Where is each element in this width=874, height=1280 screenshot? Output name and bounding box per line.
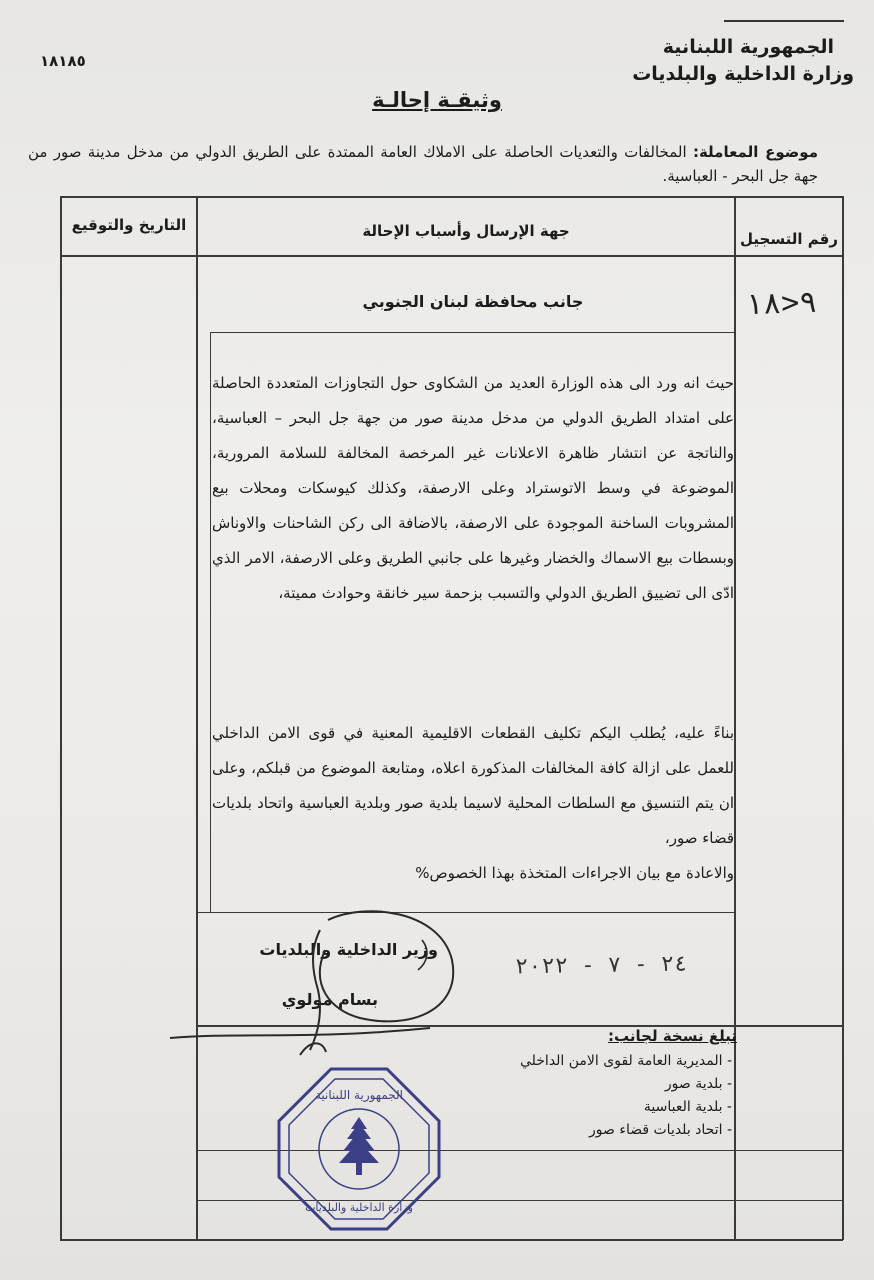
handwritten-date: ٢٤ - ٧ - ٢٠٢٢ xyxy=(514,951,688,980)
registration-number: ٩<١٨ xyxy=(744,284,818,323)
cc-item: - بلدية صور xyxy=(664,1076,732,1092)
body-right-border xyxy=(734,332,735,912)
header-republic: الجمهورية اللبنانية xyxy=(662,36,834,58)
subject-label: موضوع المعاملة: xyxy=(692,143,818,161)
header-destination: جهة الإرسال وأسباب الإحالة xyxy=(362,222,570,240)
header-row-divider xyxy=(60,255,843,257)
cc-item: - بلدية العباسية xyxy=(643,1099,732,1115)
header-registration: رقم التسجيل xyxy=(740,230,838,248)
table-border-left xyxy=(60,196,62,1240)
body-paragraph-2: بناءً عليه، يُطلب اليكم تكليف القطعات الاقليمية المعنية في قوى الامن الداخلي للعمل على ازالة كافة المخالفات المذكورة اعلاه، ومتابعة الموضوع من قبلكم، وعلى ان يتم التنسيق مع السلطات المحلية لاسيما بلدية صور وبلدية العباسية واتحاد بلديات قضاء صور، xyxy=(212,724,734,847)
table-border-bottom xyxy=(60,1239,843,1241)
subject-text: المخالفات والتعديات الحاصلة على الاملاك العامة الممتدة على الطريق الدولي من مدخل مدينة صور من جهة جل البحر - العباسية. xyxy=(28,143,818,185)
handwritten-signature xyxy=(160,890,470,1070)
body-paragraph-1: حيث انه ورد الى هذه الوزارة العديد من الشكاوى حول التجاوزات المتعددة الحاصلة على امتداد الطريق الدولي من مدخل مدينة صور من جهة جل البحر – العباسية، والناتجة عن انتشار ظاهرة الاعلانات غير المرخصة المخالفة للسلامة المرورية، الموضوعة في وسط الاتوستراد وعلى الارصفة، وكذلك كيوسكات ومحلات بيع المشروبات الساخنة الموجودة على الارصفة، بالاضافة الى ركن الشاحنات والاوناش وبسطات بيع الاسماك والخضار وغيرها على جانبي الطريق وعلى الارصفة، الامر الذي ادّى الى تضييق الطريق الدولي والتسبب بزحمة سير خانقة وحوادث مميتة، xyxy=(212,374,734,602)
document-title: وثيقـة إحالـة xyxy=(372,88,502,112)
column-divider-date xyxy=(196,196,198,1240)
cc-item: - اتحاد بلديات قضاء صور xyxy=(589,1122,732,1138)
destination-row-divider xyxy=(210,332,734,333)
cedar-tree-icon xyxy=(339,1117,379,1175)
table-border-right xyxy=(842,196,844,1240)
table-border-top xyxy=(60,196,843,198)
header-top-rule xyxy=(724,20,844,22)
subject-line xyxy=(28,140,818,188)
header-date-signature: التاريخ والتوقيع xyxy=(71,216,187,234)
reference-number: ١٨١٨٥ xyxy=(40,52,86,70)
body-paragraph-3: والاعادة مع بيان الاجراءات المتخذة بهذا الخصوص% xyxy=(415,864,734,882)
signature-name: بسام مولوي xyxy=(281,990,378,1009)
body-left-border xyxy=(210,332,211,912)
stamp-text-bottom: وزارة الداخلية والبلديات xyxy=(305,1201,413,1214)
stamp-text-top: الجمهورية اللبنانية xyxy=(314,1088,404,1102)
cc-item: - المديرية العامة لقوى الامن الداخلي xyxy=(519,1053,732,1069)
signature-title-text: وزير الداخلية والبلديات xyxy=(259,940,438,959)
destination-recipient: جانب محافظة لبنان الجنوبي xyxy=(362,292,584,311)
header-ministry: وزارة الداخلية والبلديات xyxy=(632,63,854,85)
cc-title: تبلغ نسخة لجانب: xyxy=(608,1027,737,1045)
ministry-stamp xyxy=(275,1065,443,1233)
